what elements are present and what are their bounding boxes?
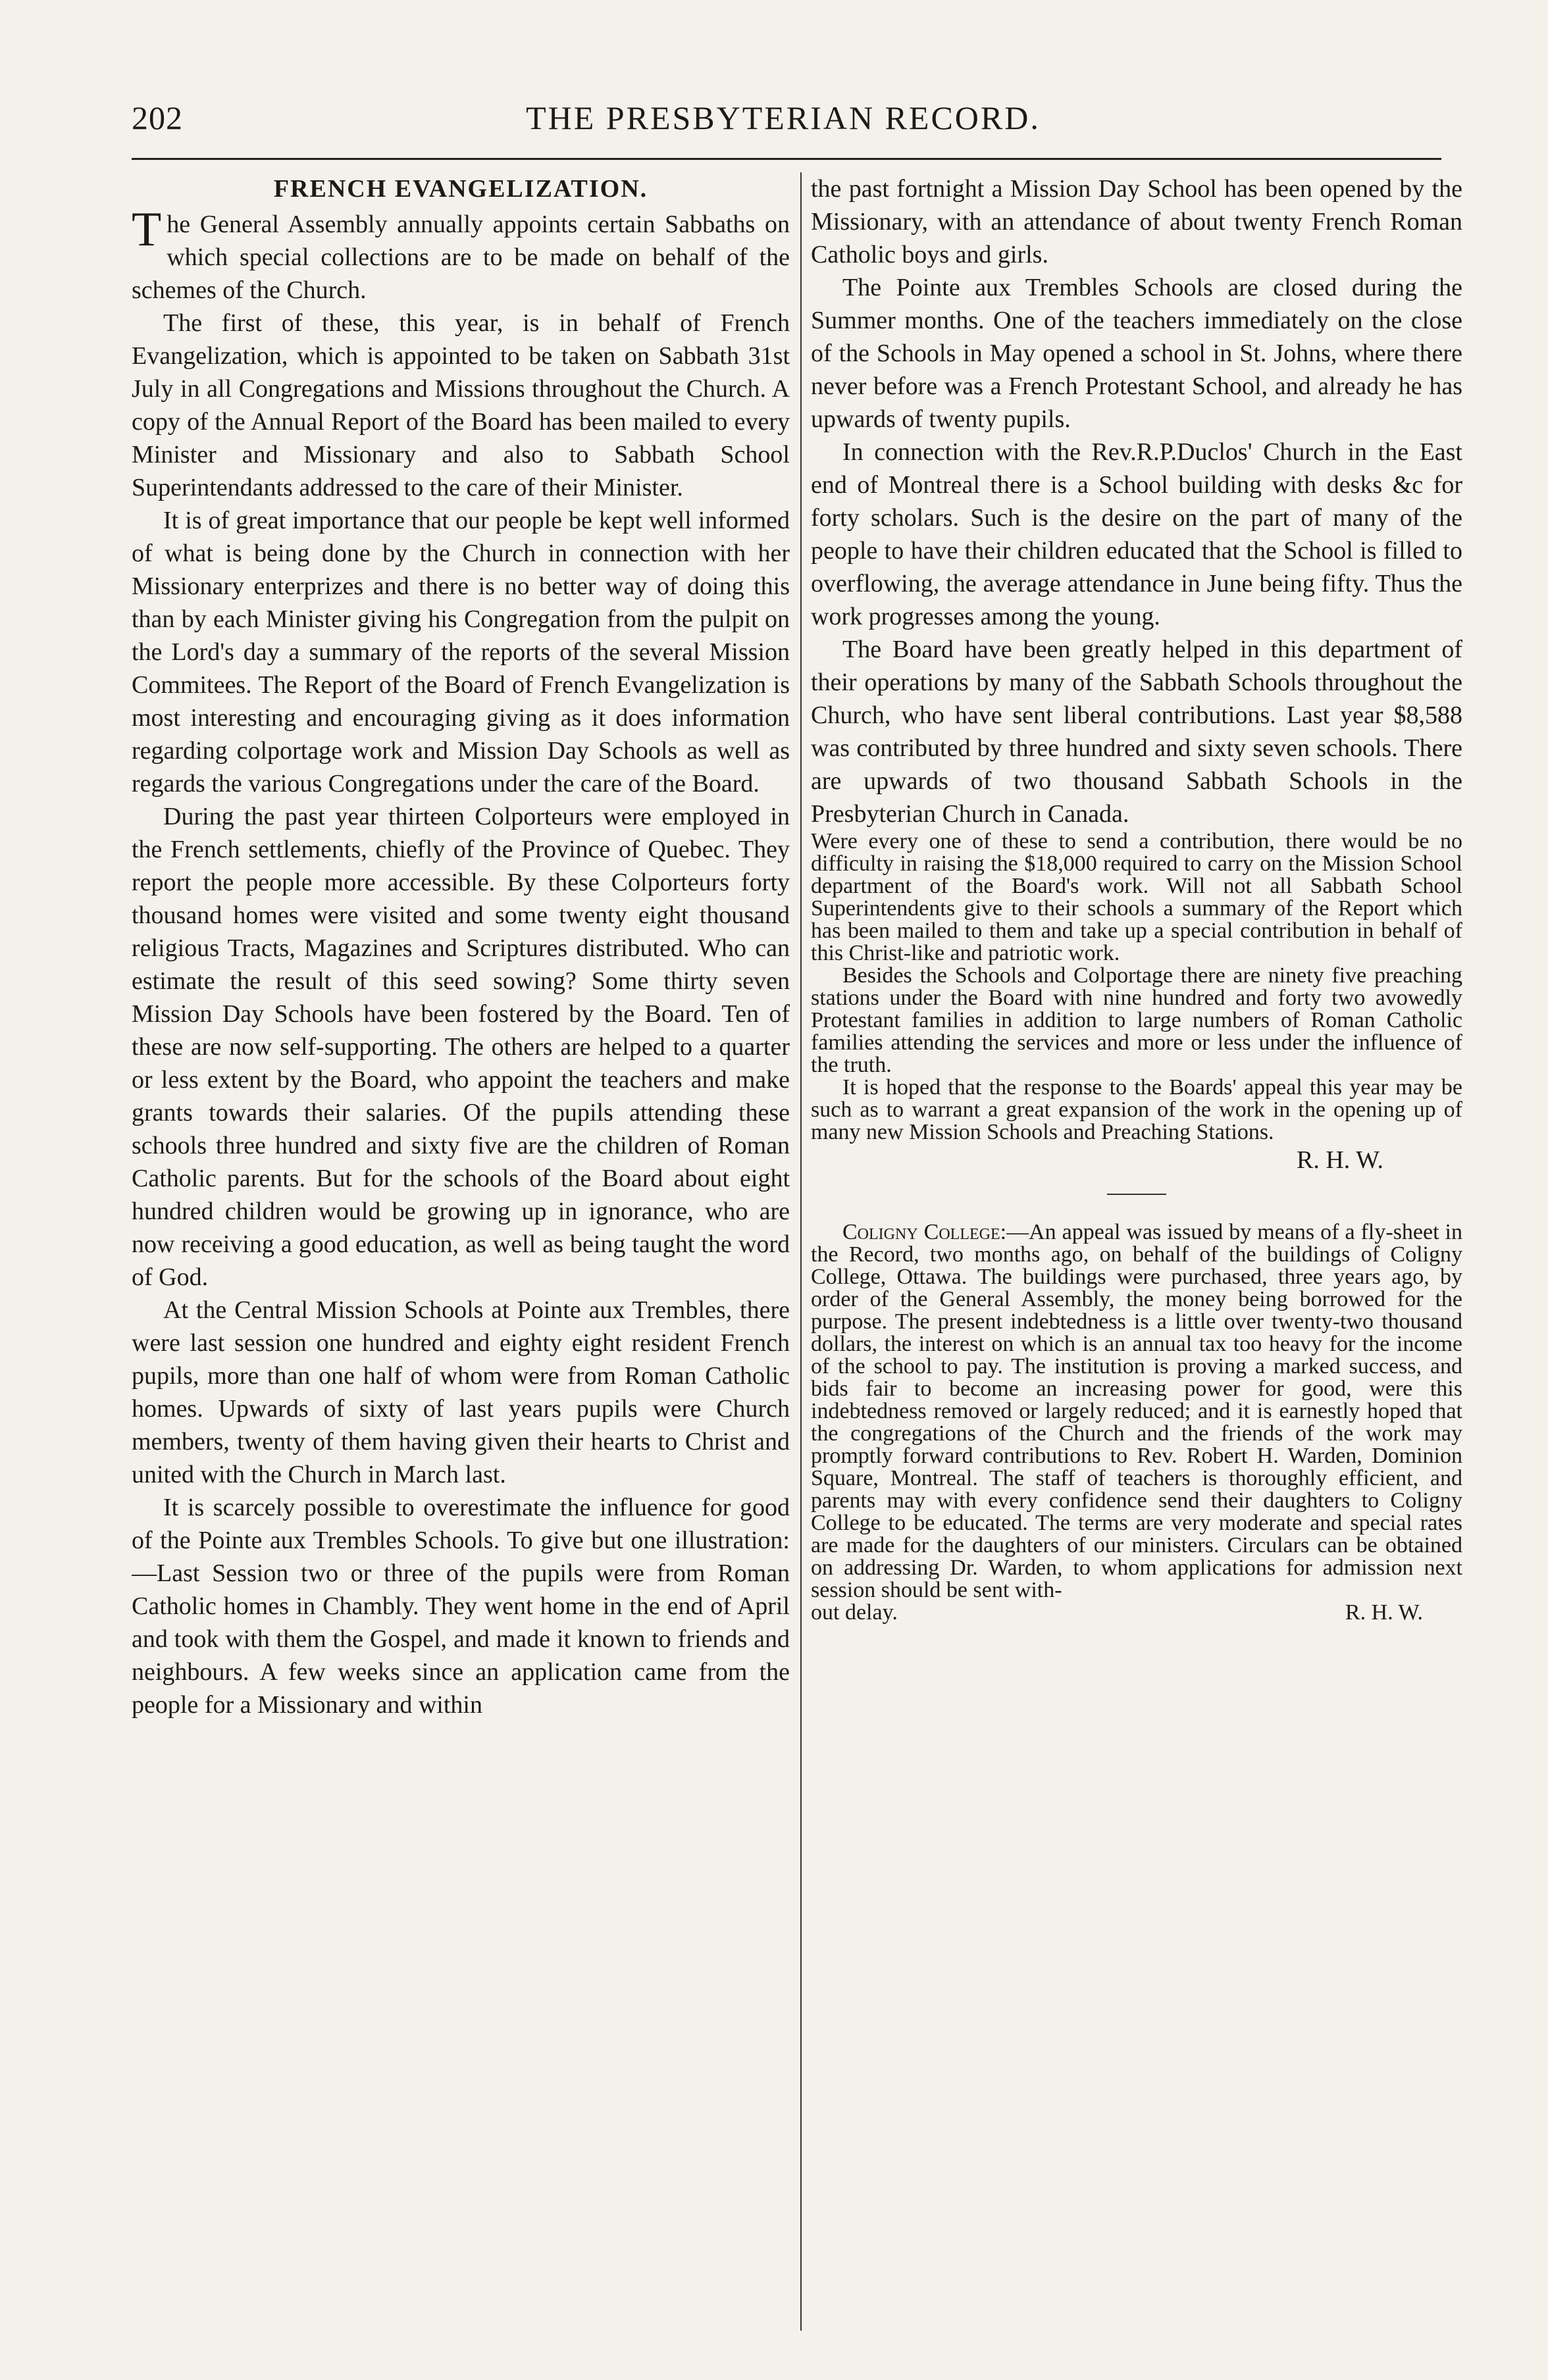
running-head xyxy=(132,99,1435,151)
article-divider xyxy=(1107,1194,1166,1195)
article-lead: Coligny College xyxy=(842,1220,1000,1244)
article-paragraph: At the Central Mission Schools at Pointe aux Trembles, there were last session one hundred and eighty eight resident French pupils, more than one half of whom were from Roman Catholic homes. Upwards of sixty of last years pupils were Church members, twenty of them having given their hearts to Christ and united with the Church in March last. xyxy=(132,1296,790,1488)
closing-line xyxy=(811,1602,1462,1624)
condensed-text xyxy=(811,830,1462,1144)
continued-text xyxy=(811,172,1462,830)
article-paragraph: the past fortnight a Mission Day School has been opened by the Missionary, with an attendance of about twenty French Roman Catholic boys and girls. xyxy=(811,175,1462,268)
article-paragraph: In connection with the Rev.R.P.Duclos' Church in the East end of Montreal there is a School building with desks &c for forty scholars. Such is the desire on the part of many of the people to have their children educated that the School is filled to overflowing, the average attendance in June being fifty. Thus the work progresses among the young. xyxy=(811,438,1462,630)
coligny-article xyxy=(811,1221,1462,1624)
paragraph-text: :—An appeal was issued by means of a fly-sheet in the Record, two months ago, on behalf of the buildings of Coligny College, Ottawa. The buildings were purchased, three years ago, by order of the General Assembly, the money being borrowed for the purpose. The present indebtedness is a little over twenty-two thousand dollars, the interest on which is an annual tax too heavy for the income of the school to pay. The institution is proving a marked success, and bids fair to become an increasing power for good, were this indebtedness removed or largely reduced; and it is earnestly hoped that the congregations of the Church and the friends of the work may promptly forward contributions to Rev. Robert H. Warden, Dominion Square, Montreal. The staff of teachers is thoroughly efficient, and parents may with every confidence send their daughters to Coligny College to be educated. The terms are very moderate and special rates are made for the daughters of our ministers. Circulars can be obtained on addressing Dr. Warden, to whom applications for admission next session should be sent with- xyxy=(811,1220,1462,1602)
article-signature: R. H. W. xyxy=(1297,1146,1383,1174)
article-paragraph: The Pointe aux Trembles Schools are closed during the Summer months. One of the teachers immediately on the close of the Schools in May opened a school in St. Johns, where there never before was a French Protestant School, and already he has upwards of twenty pupils. xyxy=(811,274,1462,433)
header-rule xyxy=(132,158,1441,160)
journal-title: THE PRESBYTERIAN RECORD. xyxy=(526,99,1041,136)
paragraph-text: he General Assembly annually appoints certain Sabbaths on which special collections are to be made on behalf of the schemes of the Church. xyxy=(132,211,790,304)
article-paragraph: It is scarcely possible to overestimate the influence for good of the Pointe aux Trembles Schools. To give but one illustration:—Last Session two or three of the pupils were from Roman Catholic homes in Chambly. They went home in the end of April and took with them the Gospel, and made it known to friends and neighbours. A few weeks since an application came from the people for a Missionary and within xyxy=(132,1494,790,1719)
article-paragraph: Were every one of these to send a contribution, there would be no difficulty in raising the $18,000 required to carry on the Mission School department of the Board's work. Will not all Sabbath School Superintendents give to their schools a summary of the Report which has been mailed to them and take up a special contribution in behalf of this Christ-like and patriotic work. xyxy=(811,829,1462,965)
article-signature: R. H. W. xyxy=(1345,1600,1423,1625)
last-line-text: out delay. xyxy=(811,1600,898,1625)
left-column xyxy=(132,172,790,2357)
article-paragraph xyxy=(132,203,790,307)
page-number: 202 xyxy=(132,99,183,136)
column-rule xyxy=(800,172,802,2331)
article-paragraph: It is hoped that the response to the Boards' appeal this year may be such as to warrant a great expansion of the work in the opening up of many new Mission Schools and Preaching Stations. xyxy=(811,1075,1462,1144)
article-paragraph xyxy=(811,1221,1462,1602)
article-heading: FRENCH EVANGELIZATION. xyxy=(273,175,648,203)
article-paragraph: It is of great importance that our people be kept well informed of what is being done by the Church in connection with her Missionary enterprizes and there is no better way of doing this than by each Minister giving his Congregation from the pulpit on the Lord's day a summary of the reports of the several Mission Commitees. The Report of the Board of French Evangelization is most interesting and encouraging giving as it does information regarding colportage work and Mission Day Schools as well as regards the various Congregations under the care of the Board. xyxy=(132,507,790,798)
article-paragraph: The Board have been greatly helped in this department of their operations by many of the Sabbath Schools throughout the Church, who have sent liberal contributions. Last year $8,588 was contributed by three hundred and sixty seven schools. There are upwards of two thousand Sabbath Schools in the Presbyterian Church in Canada. xyxy=(811,636,1462,828)
right-column xyxy=(811,172,1462,2357)
article-paragraph: During the past year thirteen Colporteurs were employed in the French settlements, chiefly of the Province of Quebec. They report the people more accessible. By these Colporteurs forty thousand homes were visited and some twenty eight thousand religious Tracts, Magazines and Scriptures distributed. Who can estimate the result of this seed sowing? Some thirty seven Mission Day Schools have been fostered by the Board. Ten of these are now self-supporting. The others are helped to a quarter or less extent by the Board, who appoint the teachers and make grants towards their salaries. Of the pupils attending these schools three hundred and sixty five are the children of Roman Catholic parents. But for the schools of the Board about eight hundred children would be growing up in ignorance, who are now receiving a good education, as well as being taught the word of God. xyxy=(132,803,790,1291)
article-paragraph: Besides the Schools and Colportage there are ninety five preaching stations under the Board with nine hundred and forty two avowedly Protestant families in addition to large numbers of Roman Catholic families attending the services and more or less under the influence of the truth. xyxy=(811,963,1462,1077)
drop-cap: T xyxy=(132,203,162,257)
article-paragraph: The first of these, this year, is in behalf of French Evangelization, which is appointed to be taken on Sabbath 31st July in all Congregations and Missions throughout the Church. A copy of the Annual Report of the Board has been mailed to every Minister and Missionary and also to Sabbath School Superintendants addressed to the care of their Minister. xyxy=(132,309,790,501)
